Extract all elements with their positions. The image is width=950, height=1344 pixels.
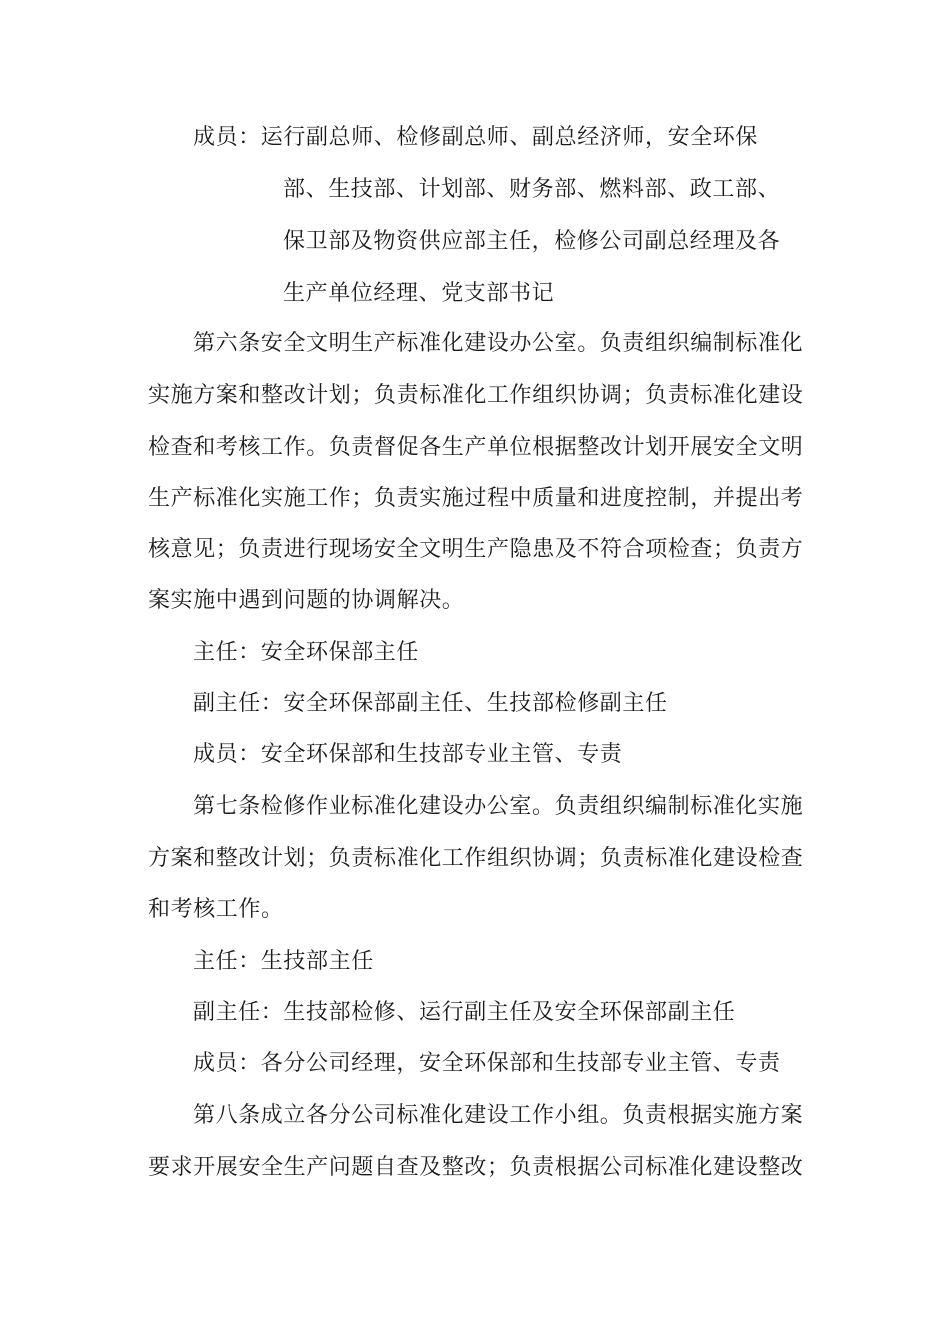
article6-line-3: 检查和考核工作。负责督促各生产单位根据整改计划开展安全文明 bbox=[148, 435, 804, 460]
article8-line-2: 要求开展安全生产问题自查及整改；负责根据公司标准化建设整改 bbox=[148, 1155, 804, 1180]
article6-line-5: 核意见；负责进行现场安全文明生产隐患及不符合项检查；负责方 bbox=[148, 537, 804, 562]
article6-deputy: 副主任：安全环保部副主任、生技部检修副主任 bbox=[193, 691, 668, 716]
article7-members: 成员：各分公司经理，安全环保部和生技部专业主管、专责 bbox=[193, 1051, 781, 1076]
members-line-1: 成员：运行副总师、检修副总师、副总经济师，安全环保 bbox=[193, 125, 759, 150]
article7-line-3: 和考核工作。 bbox=[148, 897, 284, 922]
article7-deputy: 副主任：生技部检修、运行副主任及安全环保部副主任 bbox=[193, 1000, 736, 1025]
article6-line-2: 实施方案和整改计划；负责标准化工作组织协调；负责标准化建设 bbox=[148, 383, 804, 408]
article7-director: 主任：生技部主任 bbox=[193, 949, 374, 974]
article6-line-1: 第六条安全文明生产标准化建设办公室。负责组织编制标准化 bbox=[193, 331, 804, 356]
members-line-3: 保卫部及物资供应部主任，检修公司副总经理及各 bbox=[283, 229, 781, 254]
article6-director: 主任：安全环保部主任 bbox=[193, 640, 420, 665]
article7-line-1: 第七条检修作业标准化建设办公室。负责组织编制标准化实施 bbox=[193, 794, 804, 819]
article6-line-4: 生产标准化实施工作；负责实施过程中质量和进度控制，并提出考 bbox=[148, 486, 804, 511]
article6-line-6: 案实施中遇到问题的协调解决。 bbox=[148, 588, 465, 613]
article6-members: 成员：安全环保部和生技部专业主管、专责 bbox=[193, 742, 623, 767]
members-line-2: 部、生技部、计划部、财务部、燃料部、政工部、 bbox=[283, 177, 781, 202]
members-line-4: 生产单位经理、党支部书记 bbox=[283, 281, 555, 306]
article8-line-1: 第八条成立各分公司标准化建设工作小组。负责根据实施方案 bbox=[193, 1103, 804, 1128]
article7-line-2: 方案和整改计划；负责标准化工作组织协调；负责标准化建设检查 bbox=[148, 846, 804, 871]
